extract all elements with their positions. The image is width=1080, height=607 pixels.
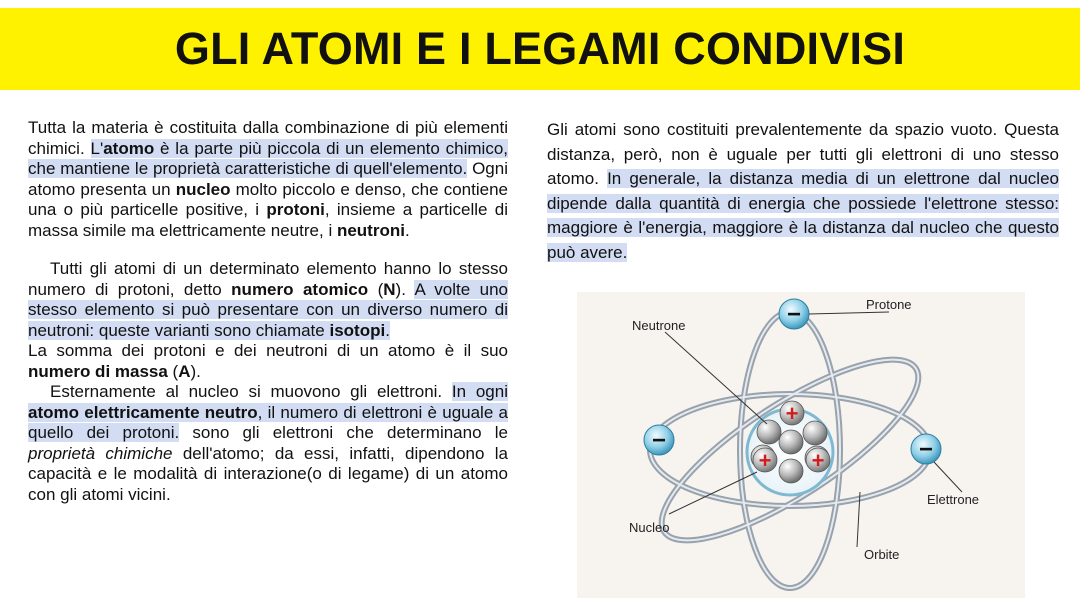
left-column [28, 118, 508, 505]
label-elettrone: Elettrone [927, 492, 980, 507]
text-segment: La somma dei protoni e dei neutroni di un atomo è il suo [28, 341, 508, 360]
text-segment: L' [90, 138, 104, 158]
text-segment: Esternamente al nucleo si muovono gli elettroni. [50, 382, 452, 401]
text-segment: ( [368, 279, 384, 299]
text-segment: sono gli elettroni che determinano le [179, 423, 508, 442]
title-banner [0, 8, 1080, 90]
label-protone: Protone [866, 297, 912, 312]
symbol-n: N [383, 279, 396, 299]
text-segment: è la parte più piccola di un elemento chimico, che mantiene le proprietà caratteristiche di quell'elemento. [28, 138, 509, 178]
label-neutrone: Neutrone [632, 318, 686, 333]
text-segment: Gli atomi sono costituiti prevalentemente da spazio vuoto. Questa distanza, però, non è uguale per tutti gli elettroni di uno stesso atomo. [547, 120, 1059, 188]
text-segment: Tutti gli atomi di un determinato elemento hanno lo stesso numero di protoni, detto [28, 259, 508, 299]
proton-plus-sign: + [758, 448, 772, 473]
text-segment: Tutta la materia è costituita dalla combinazione di più elementi chimici. [28, 118, 508, 158]
electron-minus-sign: − [786, 301, 802, 328]
text-segment: , insieme a particelle di massa simile ma elettricamente neutre, i [28, 200, 508, 240]
neutron [779, 430, 803, 454]
text-segment: ). [395, 279, 415, 299]
term-nucleo: nucleo [175, 179, 231, 199]
highlight-atomo-definition [28, 139, 508, 179]
term-isotopi: isotopi [329, 320, 386, 340]
symbol-a: A [178, 361, 191, 381]
page-title: GLI ATOMI E I LEGAMI CONDIVISI [174, 23, 906, 74]
label-orbite: Orbite [864, 547, 900, 562]
paragraph-spazio-vuoto [547, 118, 1059, 265]
text-segment: dell'atomo; da essi, infatti, dipendono la capacità e le modalità di interazione(o di legame) di un atomo con gli atomi vicini. [28, 443, 508, 504]
term-atomo: atomo [103, 138, 155, 158]
right-column [547, 118, 1059, 265]
neutron [757, 420, 781, 444]
neutron [779, 459, 803, 483]
term-numero-di-massa: numero di massa [28, 361, 168, 381]
term-numero-atomico: numero atomico [231, 279, 369, 299]
text-segment: Ogni atomo presenta un [28, 159, 508, 199]
text-segment: . [404, 220, 410, 240]
text-segment: . [385, 320, 390, 340]
text-segment: molto piccolo e denso, che contiene una o più particelle positive, i [28, 179, 508, 219]
text-segment: ( [167, 361, 179, 381]
atom-diagram [577, 292, 1025, 598]
term-atomo-neutro: atomo elettricamente neutro [28, 402, 258, 422]
paragraph-elettroni [28, 382, 508, 505]
term-protoni: protoni [266, 200, 325, 219]
highlight-distanza-energia: In generale, la distanza media di un elettrone dal nucleo dipende dalla quantità di energia che possiede l'elettrone stesso: maggiore è l'energia, maggiore è la distanza dal nucleo che questo può avere. [547, 169, 1059, 262]
atom-diagram-svg [577, 292, 1025, 598]
proton-plus-sign: + [811, 448, 825, 473]
text-segment: , il numero di elettroni è uguale a quello dei protoni. [28, 402, 508, 442]
label-nucleo: Nucleo [629, 520, 670, 535]
electron-minus-sign: − [918, 436, 934, 463]
paragraph-materia [28, 118, 508, 241]
text-segment: In ogni [451, 382, 508, 401]
paragraph-numero-atomico [28, 259, 508, 341]
text-segment: A volte uno stesso elemento si può presentare con un diverso numero di neutroni: queste varianti sono chiamate [28, 279, 509, 340]
text-segment: ). [190, 361, 201, 381]
proton-plus-sign: + [785, 401, 799, 426]
term-proprieta-chimiche: proprietà chimiche [28, 443, 173, 463]
electron-minus-sign: − [651, 427, 667, 454]
paragraph-numero-massa [28, 341, 508, 382]
term-neutroni: neutroni [336, 220, 405, 240]
neutron [803, 421, 827, 445]
